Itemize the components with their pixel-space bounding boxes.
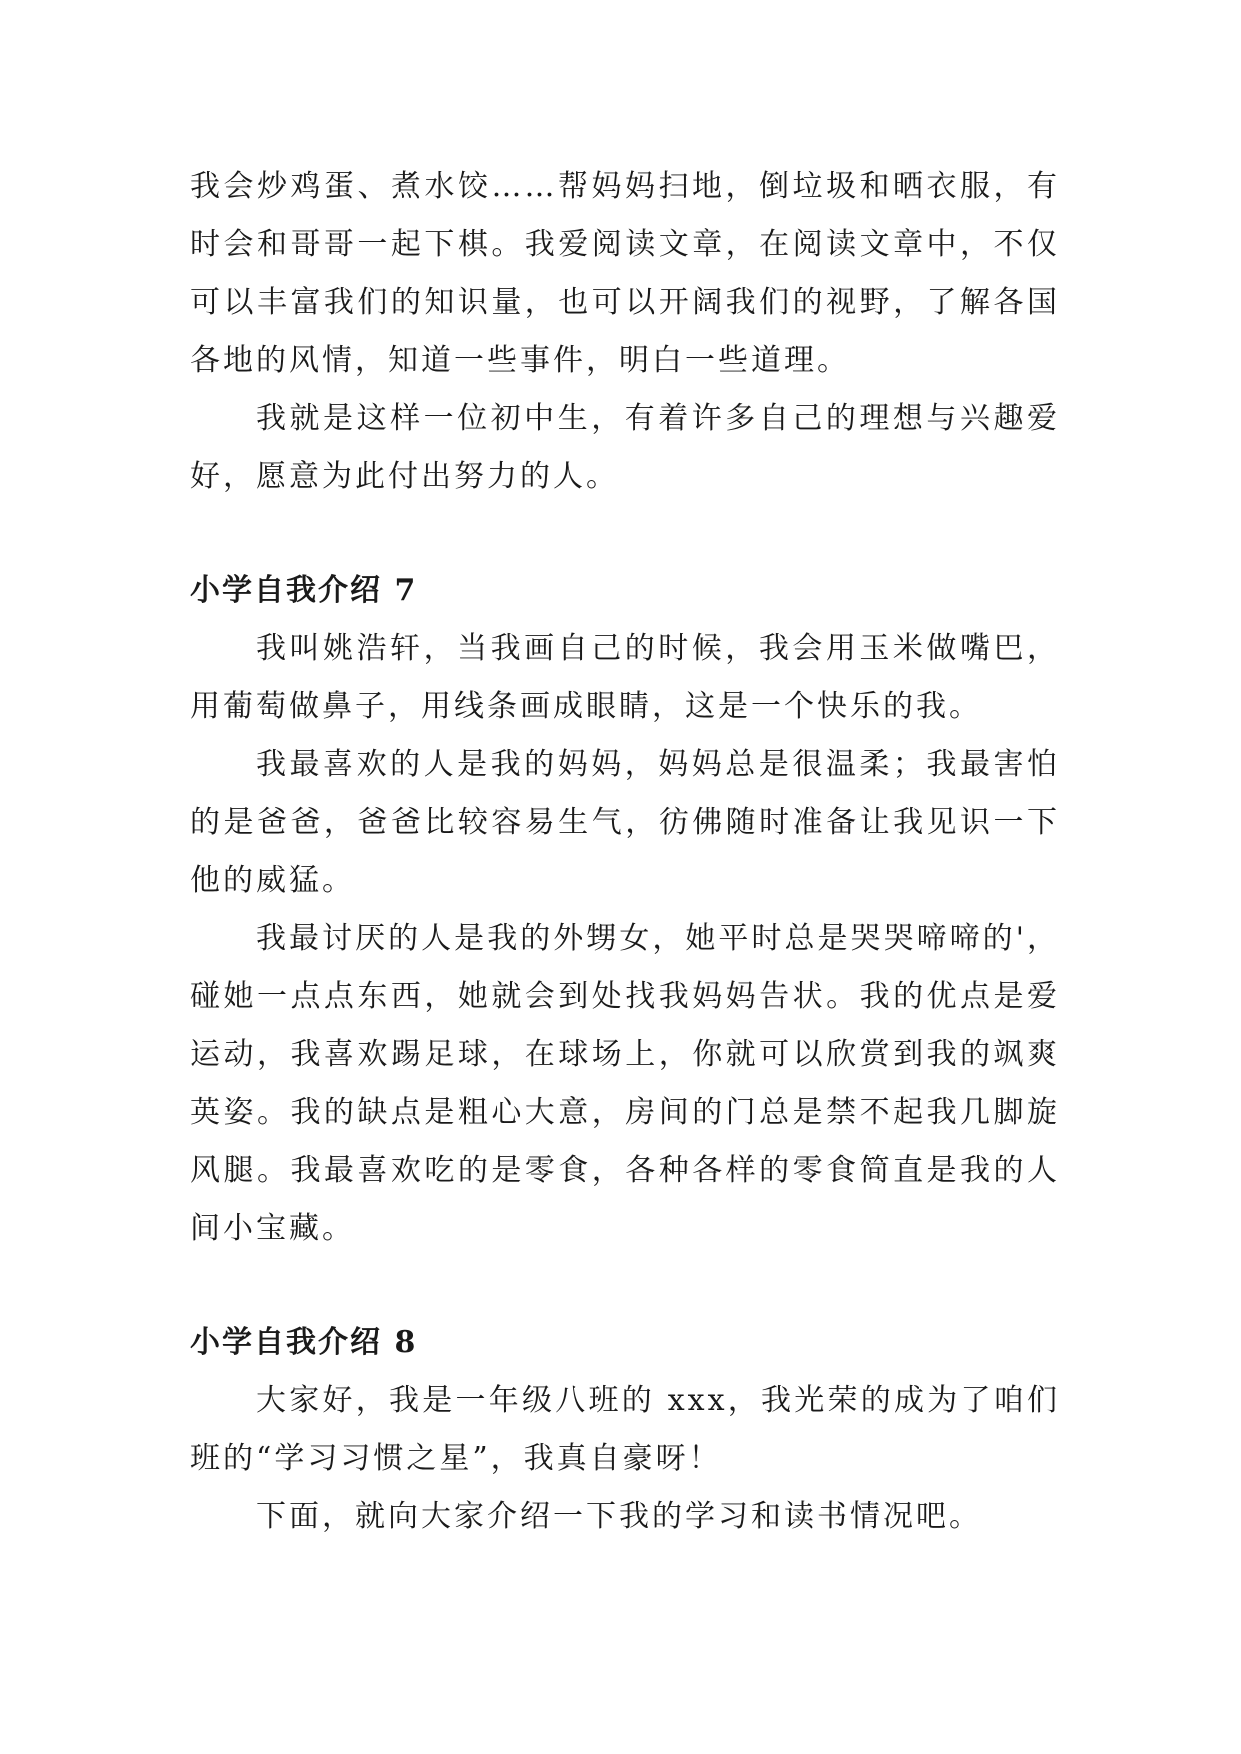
section-heading: 小学自我介绍 8 <box>190 1325 418 1360</box>
paragraph: 我会炒鸡蛋、煮水饺……帮妈妈扫地，倒垃圾和晒衣服，有时会和哥哥一起下棋。我爱阅读文章，在阅读文章中，不仅可以丰富我们的知识量，也可以开阔我们的视野，了解各国各地的风情，知道一些事件，明白一些道理。 <box>190 169 1060 378</box>
paragraph: 我最讨厌的人是我的外甥女，她平时总是哭哭啼啼的'，碰她一点点东西，她就会到处找我妈妈告状。我的优点是爱运动，我喜欢踢足球，在球场上，你就可以欣赏到我的飒爽英姿。我的缺点是粗心大意，房间的门总是禁不起我几脚旋风腿。我最喜欢吃的是零食，各种各样的零食简直是我的人间小宝藏。 <box>190 921 1060 1246</box>
paragraph: 我就是这样一位初中生，有着许多自己的理想与兴趣爱好，愿意为此付出努力的人。 <box>190 401 1060 494</box>
paragraph: 我叫姚浩轩，当我画自己的时候，我会用玉米做嘴巴，用葡萄做鼻子，用线条画成眼睛，这是一个快乐的我。 <box>190 631 1060 724</box>
document-body <box>190 158 1060 1546</box>
paragraph: 大家好，我是一年级八班的 xxx，我光荣的成为了咱们班的“学习习惯之星”，我真自豪呀！ <box>190 1383 1060 1476</box>
section-heading: 小学自我介绍 7 <box>190 573 418 608</box>
paragraph: 下面，就向大家介绍一下我的学习和读书情况吧。 <box>256 1499 982 1534</box>
paragraph: 我最喜欢的人是我的妈妈，妈妈总是很温柔；我最害怕的是爸爸，爸爸比较容易生气，彷佛随时准备让我见识一下他的威猛。 <box>190 747 1060 898</box>
